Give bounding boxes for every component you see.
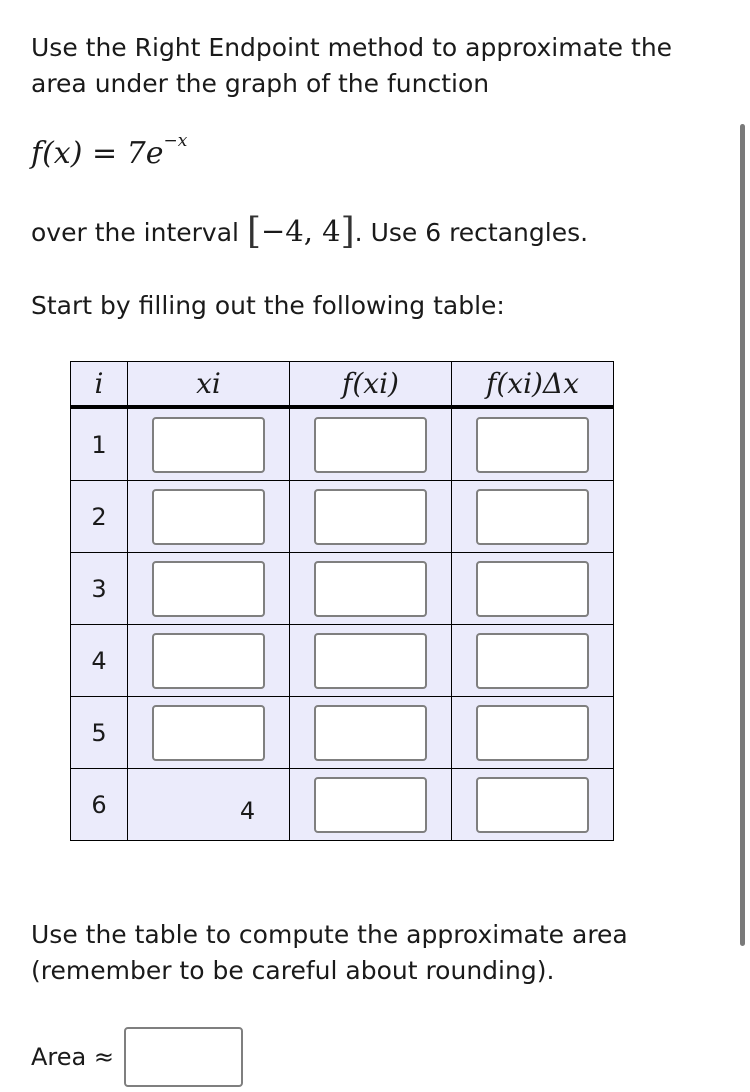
xi-input-3[interactable] — [152, 561, 265, 617]
area-label: Area ≈ — [31, 1043, 114, 1071]
interval-values: −4, 4 — [260, 214, 341, 248]
row-index: 2 — [71, 481, 128, 553]
vertical-scrollbar[interactable] — [740, 124, 745, 946]
interval-open-bracket: [ — [246, 211, 261, 252]
table-row — [71, 697, 614, 769]
row-index: 5 — [71, 697, 128, 769]
table-row — [71, 769, 614, 841]
interval-line — [31, 212, 588, 251]
header-xi — [128, 362, 290, 408]
fxi-dx-input-4[interactable] — [476, 633, 589, 689]
table-row — [71, 625, 614, 697]
area-instruction: Use the table to compute the approximate area (remember to be careful about rounding). — [31, 920, 628, 985]
intro-text: Use the Right Endpoint method to approximate the area under the graph of the function — [31, 33, 673, 98]
fxi-input-6[interactable] — [314, 777, 427, 833]
function-equals: = — [91, 136, 118, 171]
row-index: 3 — [71, 553, 128, 625]
function-formula — [31, 131, 188, 171]
function-coefficient: 7e — [126, 136, 164, 171]
fxi-input-4[interactable] — [314, 633, 427, 689]
table-header-row — [71, 362, 614, 408]
header-fxi: f(xi) — [290, 362, 452, 408]
header-xi-text: xi — [196, 367, 221, 400]
fxi-input-3[interactable] — [314, 561, 427, 617]
header-i: i — [71, 362, 128, 408]
xi-input-1[interactable] — [152, 417, 265, 473]
fxi-input-1[interactable] — [314, 417, 427, 473]
header-fxi-dx: f(xi)Δx — [452, 362, 614, 408]
row-index: 4 — [71, 625, 128, 697]
fxi-dx-input-2[interactable] — [476, 489, 589, 545]
fxi-dx-input-6[interactable] — [476, 777, 589, 833]
xi-input-2[interactable] — [152, 489, 265, 545]
fxi-dx-input-3[interactable] — [476, 561, 589, 617]
fxi-input-5[interactable] — [314, 705, 427, 761]
table-row — [71, 481, 614, 553]
table-row — [71, 553, 614, 625]
riemann-table — [70, 361, 614, 841]
row-index: 1 — [71, 407, 128, 481]
xi-input-4[interactable] — [152, 633, 265, 689]
interval-suffix: . Use 6 rectangles. — [354, 218, 589, 247]
fxi-input-2[interactable] — [314, 489, 427, 545]
question-intro — [31, 30, 691, 102]
interval-close-bracket: ] — [340, 211, 355, 252]
interval-prefix: over the interval — [31, 218, 239, 247]
area-answer-row — [31, 1026, 243, 1088]
table-row — [71, 407, 614, 481]
xi-given-value-6: 4 — [239, 796, 256, 825]
area-input[interactable] — [124, 1027, 243, 1087]
xi-input-5[interactable] — [152, 705, 265, 761]
fxi-dx-input-1[interactable] — [476, 417, 589, 473]
table-intro: Start by filling out the following table: — [31, 291, 505, 320]
fxi-dx-input-5[interactable] — [476, 705, 589, 761]
function-lhs: f(x) — [31, 136, 83, 171]
row-index: 6 — [71, 769, 128, 841]
function-exponent: −x — [163, 131, 188, 151]
